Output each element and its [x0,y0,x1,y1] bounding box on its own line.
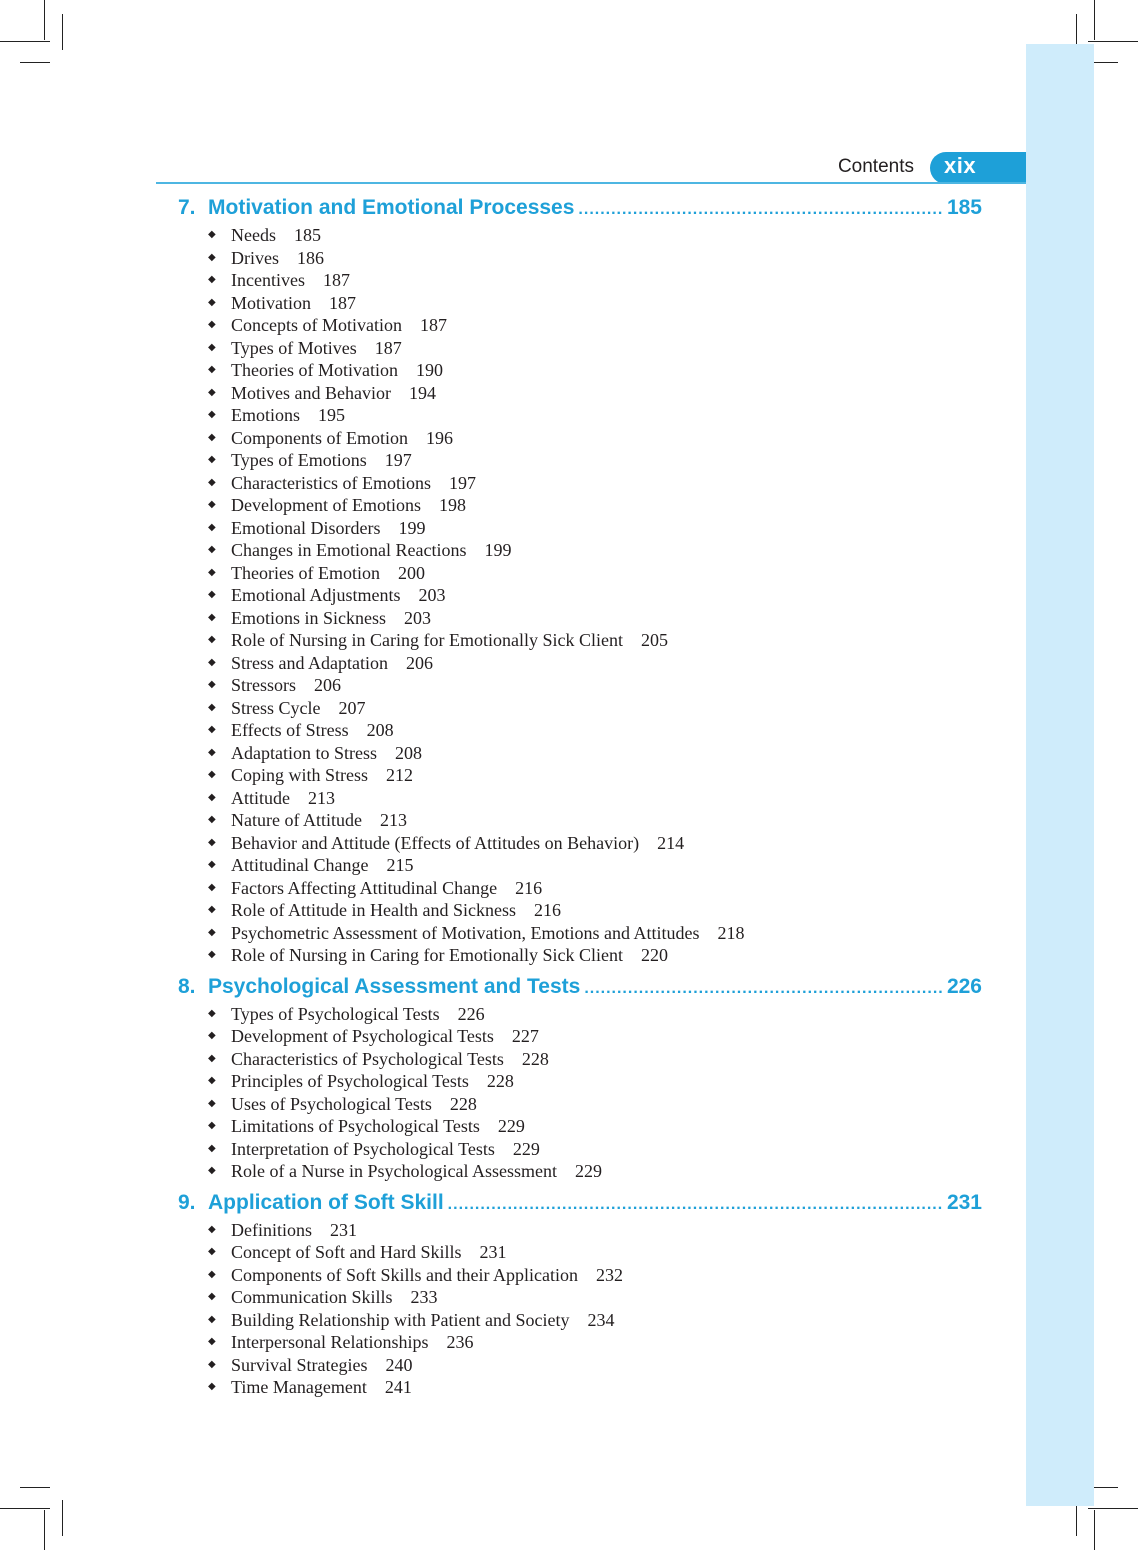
chapter-entries [178,1219,982,1399]
toc-entry[interactable] [208,449,982,472]
entry-page-number: 187 [419,315,447,335]
chapter-page-number: 231 [946,1190,982,1214]
crop-mark [1094,1510,1095,1550]
toc-entry[interactable] [208,1138,982,1161]
toc-entry[interactable] [208,1264,982,1287]
entry-page-number: 231 [330,1219,357,1240]
crop-mark [44,0,45,40]
entry-page-number: 229 [574,1161,602,1181]
diamond-bullet-icon: ◆ [208,1097,216,1109]
toc-chapter [178,1191,982,1399]
entry-page-number: 220 [640,945,668,965]
diamond-bullet-icon: ◆ [208,656,216,668]
entry-title: Characteristics of Emotions [231,472,431,493]
toc-entry[interactable] [208,472,982,495]
crop-mark [1094,0,1095,40]
chapter-page-number: 226 [946,974,982,998]
diamond-bullet-icon: ◆ [208,409,216,420]
crop-mark [0,1508,50,1509]
entry-page-number: 198 [438,495,466,515]
diamond-bullet-icon: ◆ [208,544,216,555]
diamond-bullet-icon: ◆ [208,341,216,353]
dot-leader [584,980,943,998]
toc-entry[interactable] [208,809,982,832]
diamond-bullet-icon: ◆ [208,386,216,398]
chapter-title: Application of Soft Skill [208,1190,444,1214]
toc-entry[interactable] [208,1219,982,1242]
toc-entry[interactable] [208,1025,982,1048]
entry-title: Drives [231,247,279,268]
crop-mark [44,1510,45,1550]
entry-title: Components of Emotion [231,427,408,448]
entry-title: Definitions [231,1219,312,1240]
diamond-bullet-icon: ◆ [208,926,216,938]
dot-leader [448,1196,943,1214]
entry-title: Building Relationship with Patient and Society [231,1309,570,1330]
diamond-bullet-icon: ◆ [208,229,216,240]
entry-title: Concept of Soft and Hard Skills [231,1242,462,1262]
toc-chapter [178,196,982,967]
entry-title: Theories of Emotion [231,562,380,583]
crop-mark [62,1500,63,1536]
toc-entry[interactable] [208,539,982,562]
entry-page-number: 187 [329,292,356,313]
diamond-bullet-icon: ◆ [208,836,216,848]
entry-title: Interpretation of Psychological Tests [231,1138,495,1159]
entry-page-number: 194 [408,382,436,403]
entry-title: Behavior and Attitude (Effects of Attitudes on Behavior) [231,832,640,853]
folio-tab [930,152,1026,184]
entry-title: Development of Emotions [231,495,421,515]
diamond-bullet-icon: ◆ [208,1142,216,1154]
entry-title: Emotional Adjustments [231,585,401,605]
toc-entry[interactable] [208,1115,982,1138]
toc-entry[interactable] [208,382,982,405]
entry-page-number: 233 [410,1287,438,1307]
diamond-bullet-icon: ◆ [208,791,216,803]
toc-entry[interactable] [208,292,982,315]
diamond-bullet-icon: ◆ [208,1075,216,1086]
diamond-bullet-icon: ◆ [208,1165,216,1176]
entry-page-number: 199 [484,540,512,560]
diamond-bullet-icon: ◆ [208,1007,216,1019]
toc-entry[interactable] [208,427,982,450]
chapter-entries [178,224,982,967]
entry-title: Components of Soft Skills and their Application [231,1264,578,1285]
toc-entry[interactable] [208,494,982,517]
chapter-heading[interactable] [178,196,982,224]
entry-page-number: 190 [415,360,443,380]
toc-entry[interactable] [208,697,982,720]
toc-entry[interactable] [208,629,982,652]
entry-page-number: 236 [446,1332,474,1352]
entry-page-number: 240 [385,1354,413,1375]
diamond-bullet-icon: ◆ [208,1381,216,1392]
entry-title: Needs [231,225,276,245]
entry-title: Motives and Behavior [231,382,391,403]
entry-title: Limitations of Psychological Tests [231,1116,480,1136]
diamond-bullet-icon: ◆ [208,319,216,330]
diamond-bullet-icon: ◆ [208,769,216,780]
toc-entry[interactable] [208,742,982,765]
entry-title: Role of Nursing in Caring for Emotionally Sick Client [231,630,623,650]
chapter-page-number: 185 [946,196,982,219]
entry-title: Nature of Attitude [231,810,362,830]
diamond-bullet-icon: ◆ [208,296,216,308]
entry-title: Time Management [231,1377,367,1397]
toc-entry[interactable] [208,1354,982,1377]
dot-leader [578,201,943,219]
toc-entry[interactable] [208,764,982,787]
crop-mark [0,41,50,42]
diamond-bullet-icon: ◆ [208,274,216,285]
diamond-bullet-icon: ◆ [208,701,216,713]
diamond-bullet-icon: ◆ [208,881,216,893]
entry-title: Attitude [231,787,290,808]
chapter-heading[interactable] [178,975,982,1003]
toc-entry[interactable] [208,899,982,922]
crop-mark [1088,1508,1138,1509]
toc-entry[interactable] [208,1241,982,1264]
entry-page-number: 199 [398,517,426,538]
chapter-entries [178,1003,982,1183]
entry-title: Role of Attitude in Health and Sickness [231,900,516,920]
toc-entry[interactable] [208,1093,982,1116]
entry-title: Role of a Nurse in Psychological Assessment [231,1161,557,1181]
diamond-bullet-icon: ◆ [208,724,216,735]
page-number: xix [944,153,977,178]
chapter-number: 9. [178,1190,196,1214]
entry-page-number: 208 [395,742,422,763]
entry-title: Characteristics of Psychological Tests [231,1048,504,1069]
entry-page-number: 206 [314,675,342,695]
entry-title: Changes in Emotional Reactions [231,540,467,560]
toc-entry[interactable] [208,1070,982,1093]
toc-entry[interactable] [208,247,982,270]
toc-entry[interactable] [208,1309,982,1332]
entry-title: Attitudinal Change [231,855,369,875]
toc-entry[interactable] [208,224,982,247]
entry-title: Adaptation to Stress [231,742,377,763]
diamond-bullet-icon: ◆ [208,454,216,465]
entry-page-number: 203 [418,585,446,605]
entry-page-number: 187 [322,270,350,290]
toc-entry[interactable] [208,1003,982,1026]
entry-page-number: 197 [384,450,412,470]
entry-page-number: 234 [587,1309,615,1330]
entry-page-number: 212 [386,765,414,785]
toc-entry[interactable] [208,517,982,540]
diamond-bullet-icon: ◆ [208,251,216,263]
toc-entry[interactable] [208,674,982,697]
toc-entry[interactable] [208,269,982,292]
entry-title: Incentives [231,270,305,290]
entry-page-number: 228 [449,1093,477,1114]
entry-title: Effects of Stress [231,720,349,740]
header-rule [156,182,1026,184]
entry-page-number: 207 [338,697,366,718]
toc-entry[interactable] [208,1160,982,1183]
entry-page-number: 214 [657,832,685,853]
entry-page-number: 206 [405,652,433,673]
entry-page-number: 185 [293,225,321,245]
entry-title: Concepts of Motivation [231,315,402,335]
toc-entry[interactable] [208,359,982,382]
entry-title: Uses of Psychological Tests [231,1093,432,1114]
entry-title: Factors Affecting Attitudinal Change [231,877,498,898]
entry-page-number: 228 [486,1071,514,1091]
entry-page-number: 213 [379,810,407,830]
diamond-bullet-icon: ◆ [208,949,216,960]
running-head: Contents [837,156,914,177]
toc-entry[interactable] [208,314,982,337]
toc-entry[interactable] [208,404,982,427]
diamond-bullet-icon: ◆ [208,1120,216,1131]
entry-page-number: 228 [521,1048,549,1069]
entry-page-number: 187 [374,337,402,358]
toc-entry[interactable] [208,854,982,877]
chapter-title: Psychological Assessment and Tests [208,974,581,998]
entry-page-number: 213 [308,787,335,808]
toc-entry[interactable] [208,1286,982,1309]
diamond-bullet-icon: ◆ [208,1313,216,1325]
entry-title: Emotional Disorders [231,517,381,538]
entry-page-number: 195 [318,405,346,425]
crop-mark [20,62,50,63]
entry-title: Emotions [231,405,301,425]
diamond-bullet-icon: ◆ [208,589,216,600]
entry-title: Theories of Motivation [231,360,398,380]
entry-page-number: 216 [533,900,561,920]
entry-page-number: 208 [366,720,394,740]
entry-page-number: 197 [448,472,476,493]
entry-page-number: 231 [479,1242,507,1262]
diamond-bullet-icon: ◆ [208,1358,216,1370]
diamond-bullet-icon: ◆ [208,364,216,375]
toc-entry[interactable] [208,584,982,607]
entry-page-number: 205 [640,630,668,650]
entry-page-number: 226 [457,1003,485,1024]
diamond-bullet-icon: ◆ [208,859,216,870]
entry-page-number: 229 [497,1116,525,1136]
entry-page-number: 218 [717,922,745,943]
toc-entry[interactable] [208,607,982,630]
entry-title: Psychometric Assessment of Motivation, Emotions and Attitudes [231,922,700,943]
entry-title: Types of Motives [231,337,357,358]
diamond-bullet-icon: ◆ [208,611,216,623]
crop-mark [62,14,63,50]
entry-title: Emotions in Sickness [231,607,387,628]
toc-entry[interactable] [208,832,982,855]
entry-page-number: 232 [595,1264,623,1285]
diamond-bullet-icon: ◆ [208,1268,216,1280]
crop-mark [20,1487,50,1488]
diamond-bullet-icon: ◆ [208,566,216,578]
diamond-bullet-icon: ◆ [208,521,216,533]
toc-entry[interactable] [208,922,982,945]
entry-title: Communication Skills [231,1287,393,1307]
toc-entry[interactable] [208,787,982,810]
entry-page-number: 216 [515,877,543,898]
diamond-bullet-icon: ◆ [208,1336,216,1347]
diamond-bullet-icon: ◆ [208,634,216,645]
entry-title: Stressors [231,675,297,695]
toc-chapter [178,975,982,1183]
diamond-bullet-icon: ◆ [208,431,216,443]
toc-entry[interactable] [208,1331,982,1354]
entry-page-number: 186 [297,247,324,268]
entry-page-number: 227 [511,1026,539,1046]
toc-entry[interactable] [208,877,982,900]
diamond-bullet-icon: ◆ [208,1223,216,1235]
chapter-number: 8. [178,974,196,998]
page-header [156,152,1026,184]
page-side-band [1026,44,1094,1506]
chapter-heading[interactable] [178,1191,982,1219]
crop-mark [1088,41,1138,42]
entry-page-number: 215 [386,855,414,875]
entry-page-number: 203 [404,607,432,628]
diamond-bullet-icon: ◆ [208,1246,216,1257]
diamond-bullet-icon: ◆ [208,746,216,758]
chapter-number: 7. [178,196,196,219]
chapter-title: Motivation and Emotional Processes [208,196,575,219]
diamond-bullet-icon: ◆ [208,679,216,690]
table-of-contents [178,196,982,1399]
entry-title: Types of Psychological Tests [231,1003,440,1024]
entry-title: Stress Cycle [231,697,321,718]
diamond-bullet-icon: ◆ [208,476,216,488]
entry-title: Principles of Psychological Tests [231,1071,469,1091]
toc-entry[interactable] [208,1376,982,1399]
diamond-bullet-icon: ◆ [208,1291,216,1302]
entry-title: Development of Psychological Tests [231,1026,494,1046]
toc-entry[interactable] [208,1048,982,1071]
diamond-bullet-icon: ◆ [208,814,216,825]
toc-entry[interactable] [208,944,982,967]
diamond-bullet-icon: ◆ [208,904,216,915]
entry-title: Coping with Stress [231,765,369,785]
entry-title: Interpersonal Relationships [231,1332,429,1352]
entry-title: Survival Strategies [231,1354,368,1375]
entry-title: Role of Nursing in Caring for Emotionally Sick Client [231,945,623,965]
entry-page-number: 241 [384,1377,412,1397]
diamond-bullet-icon: ◆ [208,1030,216,1041]
entry-title: Motivation [231,292,311,313]
diamond-bullet-icon: ◆ [208,1052,216,1064]
toc-entry[interactable] [208,337,982,360]
toc-entry[interactable] [208,562,982,585]
entry-title: Stress and Adaptation [231,652,388,673]
entry-page-number: 229 [512,1138,540,1159]
toc-entry[interactable] [208,719,982,742]
entry-page-number: 196 [426,427,453,448]
entry-page-number: 200 [397,562,425,583]
toc-entry[interactable] [208,652,982,675]
entry-title: Types of Emotions [231,450,367,470]
diamond-bullet-icon: ◆ [208,499,216,510]
